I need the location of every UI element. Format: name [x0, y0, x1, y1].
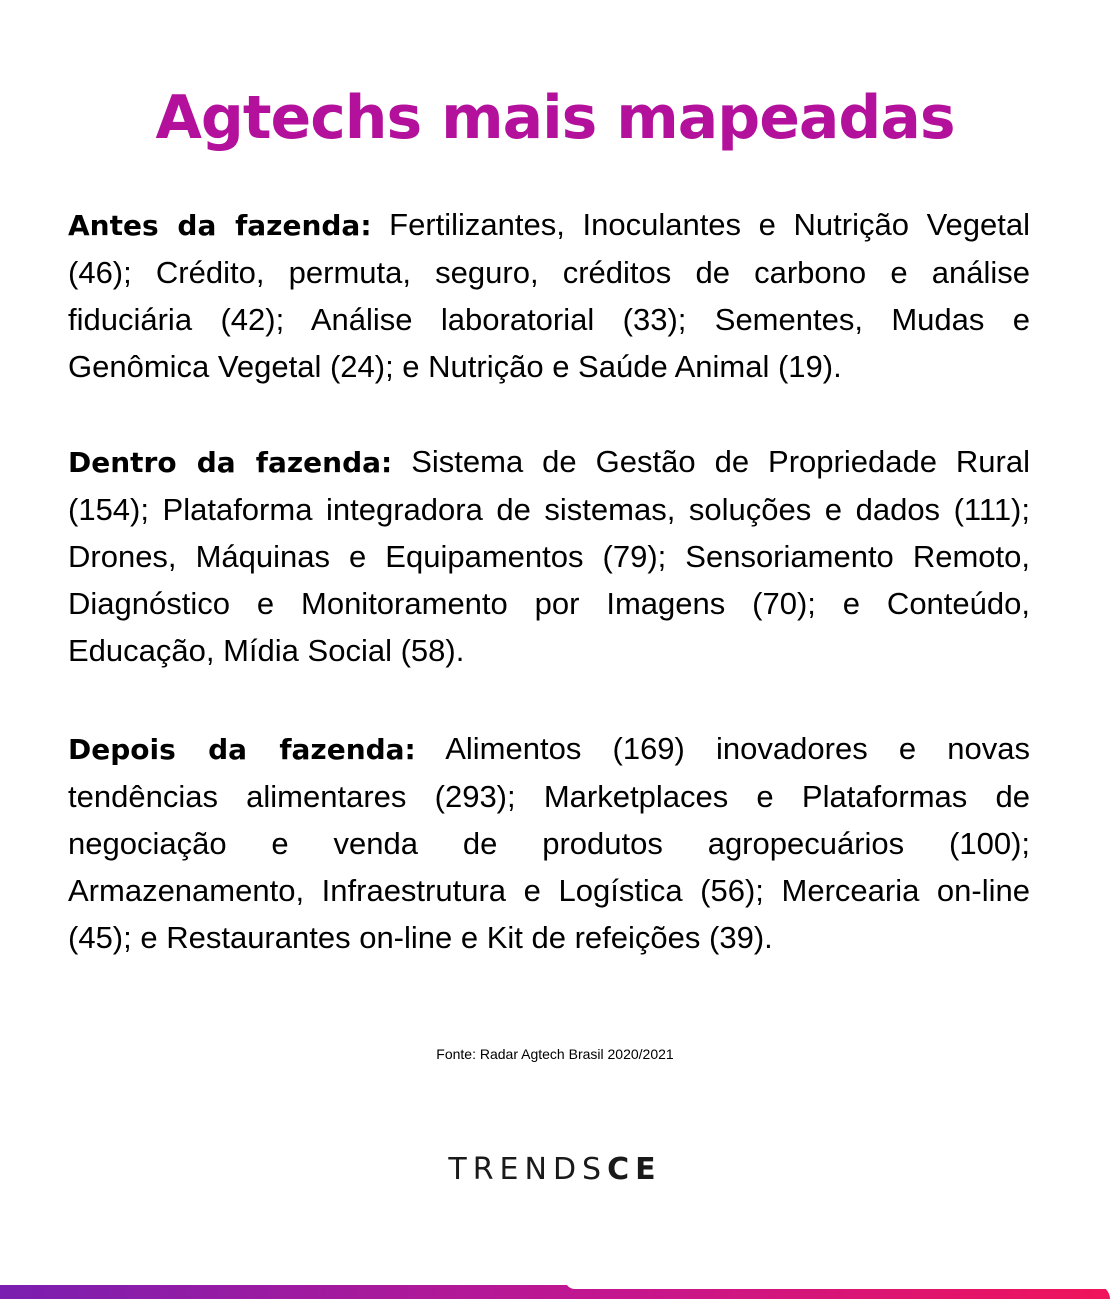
logo-text-light: TRENDS	[448, 1152, 608, 1187]
page-title: Agtechs mais mapeadas	[155, 83, 955, 153]
brand-logo	[0, 1150, 1110, 1190]
section-antes-da-fazenda	[68, 201, 1030, 390]
section-depois-da-fazenda	[68, 725, 1030, 961]
section-label: Dentro da fazenda:	[68, 446, 393, 479]
bottom-bar-notch	[565, 1279, 1110, 1289]
section-label: Antes da fazenda:	[68, 209, 372, 242]
source-caption: Fonte: Radar Agtech Brasil 2020/2021	[436, 1046, 674, 1062]
logo-text-bold: CE	[607, 1152, 662, 1187]
section-text: Alimentos (169) inovadores e novas tendências alimentares (293); Marketplaces e Plataformas de negociação e venda de produtos agropecuários (100); Armazenamento, Infraestrutura e Logística (56); Mercearia on-line (45); e Restaurantes on-line e Kit de refeições (39).	[68, 731, 1031, 955]
section-dentro-da-fazenda	[68, 438, 1030, 674]
section-label: Depois da fazenda:	[68, 733, 416, 766]
section-text: Fertilizantes, Inoculantes e Nutrição Vegetal (46); Crédito, permuta, seguro, créditos de carbono e análise fiduciária (42); Análise laboratorial (33); Sementes, Mudas e Genômica Vegetal (24); e Nutrição e Saúde Animal (19).	[68, 207, 1030, 384]
section-text: Sistema de Gestão de Propriedade Rural (154); Plataforma integradora de sistemas, soluções e dados (111); Drones, Máquinas e Equipamentos (79); Sensoriamento Remoto, Diagnóstico e Monitoramento por Imagens (70); e Conteúdo, Educação, Mídia Social (58).	[68, 444, 1031, 668]
